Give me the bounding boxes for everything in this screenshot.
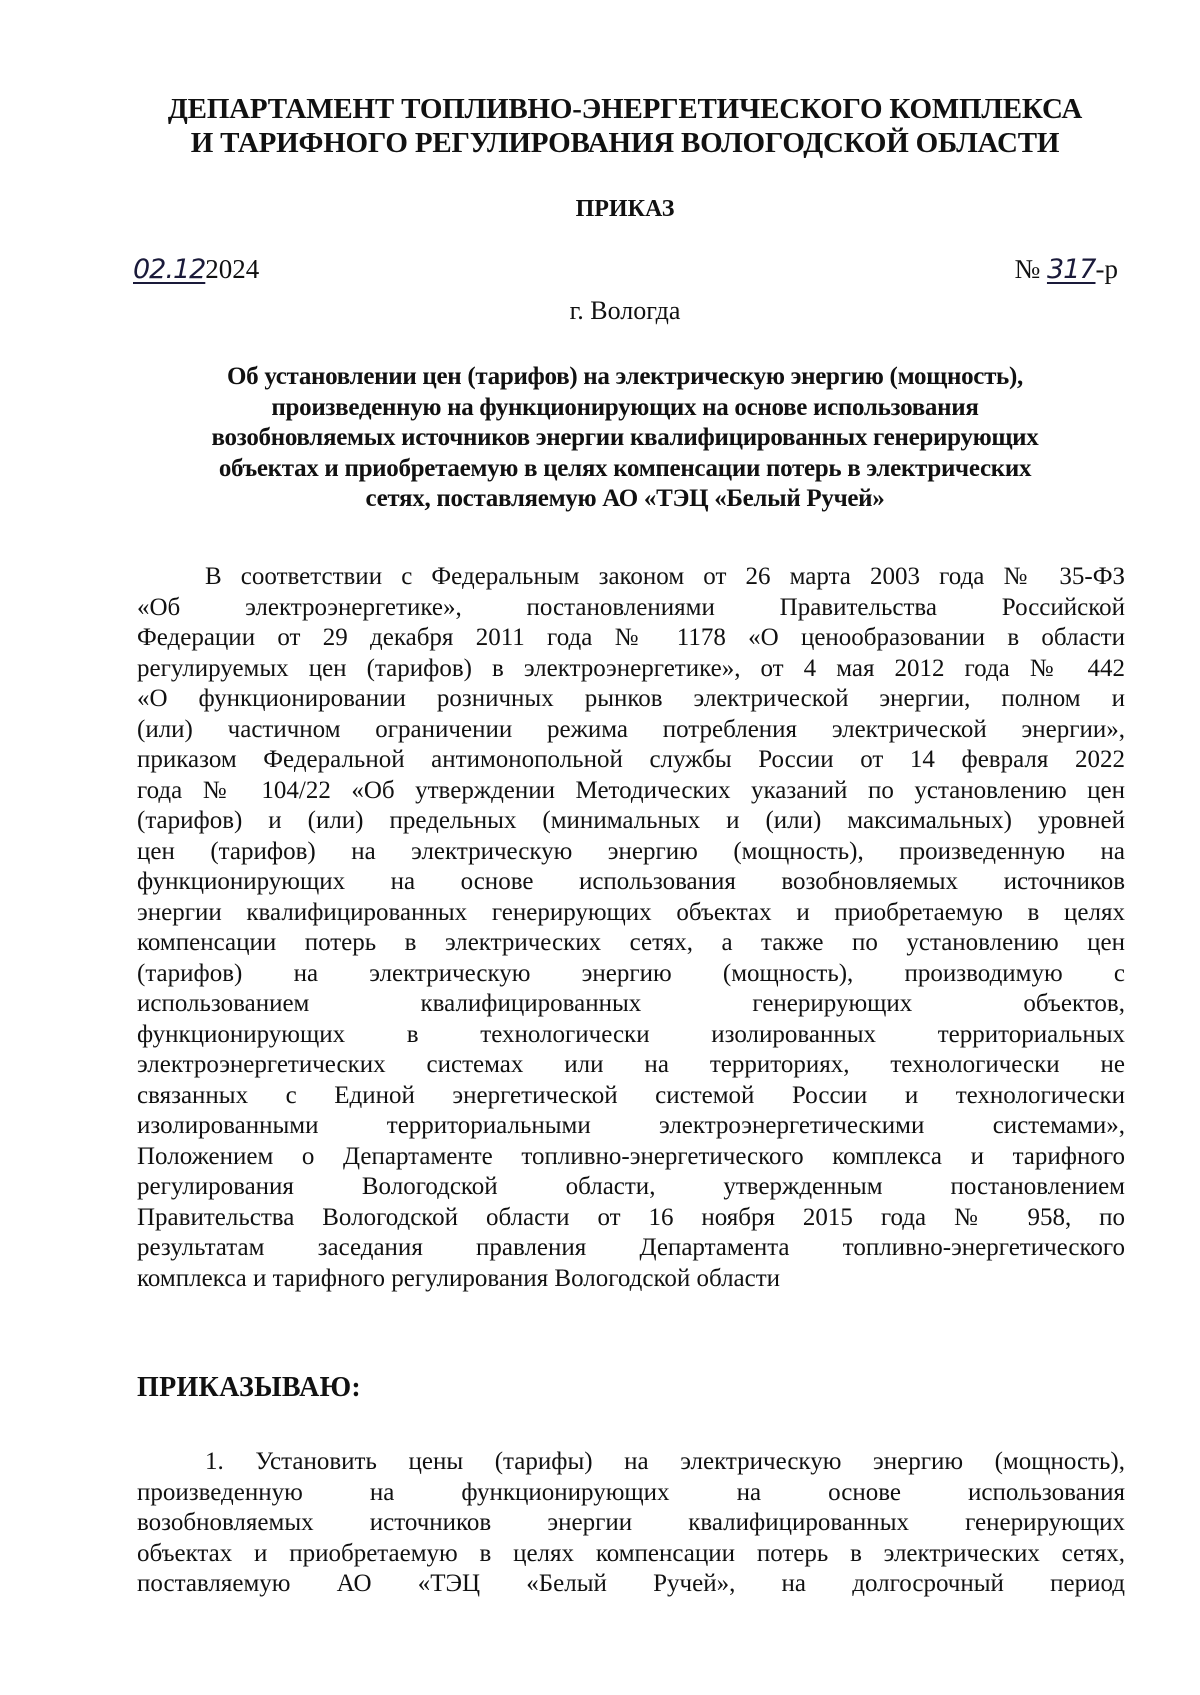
preamble-line: регулируемых цен (тарифов) в электроэнергетике», от 4 мая 2012 года № 442 bbox=[137, 654, 1125, 682]
preamble-line: использованием квалифицированных генерирующих объектов, bbox=[137, 990, 1125, 1017]
order-word: ПРИКАЗЫВАЮ: bbox=[137, 1372, 362, 1403]
preamble-line: года № 104/22 «Об утверждении Методических указаний по установлению цен bbox=[137, 776, 1125, 804]
number-handwritten: 317 bbox=[1046, 254, 1096, 285]
title-line: произведенную на функционирующих на основе использования bbox=[271, 393, 979, 421]
preamble-line: «Об электроэнергетике», постановлениями Правительства Российской bbox=[137, 593, 1125, 621]
preamble-line: связанных с Единой энергетической системой России и технологически bbox=[137, 1081, 1125, 1109]
preamble-line: электроэнергетических системах или на территориях, технологически не bbox=[137, 1051, 1125, 1078]
preamble-line: функционирующих в технологически изолированных территориальных bbox=[137, 1020, 1125, 1048]
item-1-line: объектах и приобретаемую в целях компенсации потерь в электрических сетях, bbox=[137, 1539, 1125, 1567]
document-type: ПРИКАЗ bbox=[575, 196, 675, 222]
item-1-line: поставляемую АО «ТЭЦ «Белый Ручей», на долгосрочный период bbox=[137, 1570, 1125, 1597]
preamble-line: комплекса и тарифного регулирования Вологодской области bbox=[137, 1264, 781, 1292]
title-line: объектах и приобретаемую в целях компенсации потерь в электрических bbox=[218, 454, 1032, 482]
preamble-line: (тарифов) на электрическую энергию (мощность), производимую с bbox=[137, 959, 1125, 987]
date-year: 2024 bbox=[205, 254, 260, 284]
preamble-line: В соответствии с Федеральным законом от 26 марта 2003 года № 35-ФЗ bbox=[205, 563, 1125, 590]
document-date bbox=[133, 254, 259, 285]
preamble-line: (тарифов) и (или) предельных (минимальных и (или) максимальных) уровней bbox=[137, 807, 1125, 834]
title-line: возобновляемых источников энергии квалифицированных генерирующих bbox=[211, 424, 1039, 451]
preamble-paragraph bbox=[137, 562, 1125, 1294]
preamble-line: цен (тарифов) на электрическую энергию (мощность), произведенную на bbox=[137, 837, 1125, 865]
preamble-line: результатам заседания правления Департамента топливно-энергетического bbox=[137, 1234, 1125, 1261]
item-1-line: возобновляемых источников энергии квалифицированных генерирующих bbox=[137, 1509, 1125, 1536]
preamble-line: функционирующих на основе использования возобновляемых источников bbox=[137, 868, 1125, 895]
preamble-line: (или) частичном ограничении режима потребления электрической энергии», bbox=[137, 715, 1125, 743]
title-line: Об установлении цен (тарифов) на электрическую энергию (мощность), bbox=[227, 363, 1023, 390]
document-title bbox=[135, 362, 1115, 515]
date-handwritten: 02.12 bbox=[133, 254, 206, 285]
item-1-paragraph bbox=[137, 1447, 1125, 1600]
preamble-line: Федерации от 29 декабря 2011 года № 1178 «О ценообразовании в области bbox=[137, 624, 1125, 651]
department-header-line-1: ДЕПАРТАМЕНТ ТОПЛИВНО-ЭНЕРГЕТИЧЕСКОГО КОМПЛЕКСА bbox=[167, 93, 1083, 125]
preamble-line: компенсации потерь в электрических сетях, а также по установлению цен bbox=[137, 929, 1125, 956]
preamble-line: регулирования Вологодской области, утвержденным постановлением bbox=[137, 1173, 1125, 1200]
preamble-line: «О функционировании розничных рынков электрической энергии, полном и bbox=[137, 685, 1125, 712]
preamble-line: энергии квалифицированных генерирующих объектах и приобретаемую в целях bbox=[137, 898, 1125, 926]
number-suffix: -р bbox=[1095, 254, 1118, 284]
item-1-line: 1. Установить цены (тарифы) на электрическую энергию (мощность), bbox=[205, 1448, 1125, 1475]
preamble-line: приказом Федеральной антимонопольной службы России от 14 февраля 2022 bbox=[137, 746, 1125, 773]
document-city: г. Вологда bbox=[569, 296, 681, 325]
item-1-line: произведенную на функционирующих на основе использования bbox=[137, 1478, 1125, 1506]
document-number bbox=[1014, 254, 1118, 285]
preamble-line: Положением о Департаменте топливно-энергетического комплекса и тарифного bbox=[137, 1142, 1125, 1170]
department-header bbox=[130, 92, 1120, 160]
preamble-line: изолированными территориальными электроэнергетическими системами», bbox=[137, 1112, 1125, 1139]
number-prefix: № bbox=[1014, 254, 1041, 284]
preamble-line: Правительства Вологодской области от 16 ноября 2015 года № 958, по bbox=[137, 1203, 1125, 1231]
title-line: сетях, поставляемую АО «ТЭЦ «Белый Ручей» bbox=[365, 485, 885, 512]
department-header-line-2: И ТАРИФНОГО РЕГУЛИРОВАНИЯ ВОЛОГОДСКОЙ ОБЛАСТИ bbox=[190, 127, 1060, 159]
